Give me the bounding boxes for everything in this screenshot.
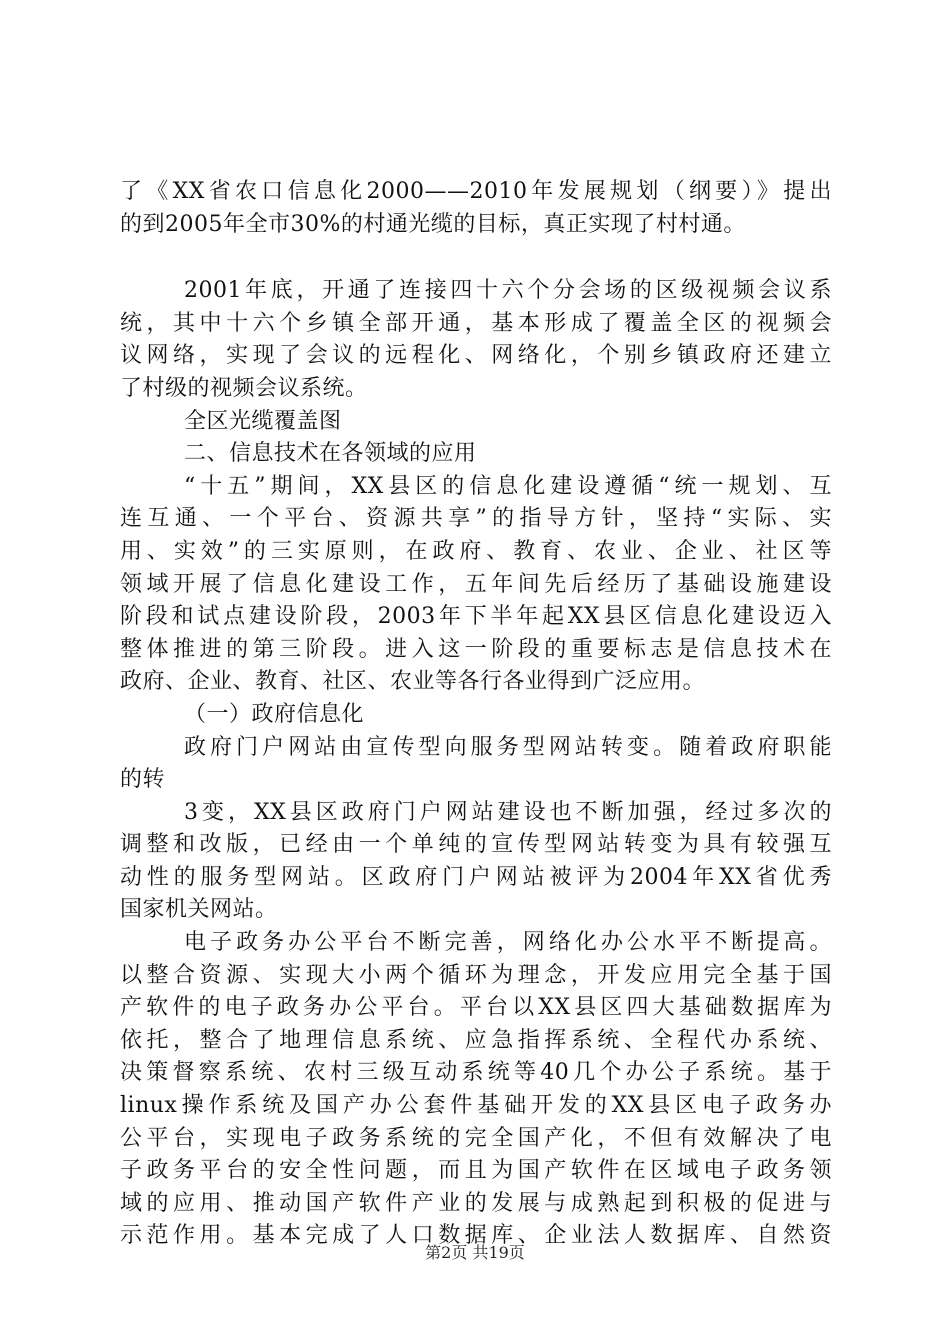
text-line: 子政务平台的安全性问题，而且为国产软件在区域电子政务领 <box>120 1158 832 1184</box>
text-line: 公平台，实现电子政务系统的完全国产化，不但有效解决了电 <box>120 1125 832 1151</box>
text-line: 调整和改版，已经由一个单纯的宣传型网站转变为具有较强互 <box>120 832 832 858</box>
paragraph-block-1 <box>120 176 832 241</box>
text-line: 连互通、一个平台、资源共享”的指导方针，坚持“实际、实 <box>120 506 832 532</box>
page-number-footer: 第2页 共19页 <box>425 1243 525 1262</box>
text-line: 示范作用。基本完成了人口数据库、企业法人数据库、自然资 <box>120 1223 832 1249</box>
text-line: 政府、企业、教育、社区、农业等各行各业得到广泛应用。 <box>120 669 706 695</box>
text-line: 动性的服务型网站。区政府门户网站被评为2004年XX省优秀 <box>120 864 832 890</box>
text-line: 议网络，实现了会议的远程化、网络化，个别乡镇政府还建立 <box>120 343 832 369</box>
text-line: 依托，整合了地理信息系统、应急指挥系统、全程代办系统、 <box>120 1027 832 1053</box>
figure-caption: 全区光缆覆盖图 <box>184 408 342 434</box>
text-line: 产软件的电子政务办公平台。平台以XX县区四大基础数据库为 <box>120 995 832 1021</box>
text-line: linux操作系统及国产办公套件基础开发的XX县区电子政务办 <box>120 1093 832 1119</box>
page-body <box>120 176 832 1253</box>
text-line: 决策督察系统、农村三级互动系统等40几个办公子系统。基于 <box>120 1060 832 1086</box>
text-line: 国家机关网站。 <box>120 897 278 923</box>
paragraph-start-line: 电子政务办公平台不断完善，网络化办公水平不断提高。 <box>184 930 832 956</box>
text-line: 了《XX省农口信息化2000——2010年发展规划（纲要）》提出 <box>120 179 832 204</box>
paragraph-start-line: “十五”期间，XX县区的信息化建设遵循“统一规划、互 <box>184 473 832 499</box>
paragraph-start-line: 3变，XX县区政府门户网站建设也不断加强，经过多次的 <box>184 799 832 825</box>
text-line: 阶段和试点建设阶段，2003年下半年起XX县区信息化建设迈入 <box>120 604 832 630</box>
paragraph-start-line: 2001年底，开通了连接四十六个分会场的区级视频会议系 <box>184 278 832 304</box>
section-heading: 二、信息技术在各领域的应用 <box>184 441 477 467</box>
text-line: 领域开展了信息化建设工作，五年间先后经历了基础设施建设 <box>120 571 832 597</box>
text-line: 以整合资源、实现大小两个循环为理念，开发应用完全基于国 <box>120 962 832 988</box>
text-line: 域的应用、推动国产软件产业的发展与成熟起到积极的促进与 <box>120 1190 832 1216</box>
paragraph-start-line: 政府门户网站由宣传型向服务型网站转变。随着政府职能 <box>184 734 832 760</box>
text-line: 统，其中十六个乡镇全部开通，基本形成了覆盖全区的视频会 <box>120 310 832 336</box>
text-line: 整体推进的第三阶段。进入这一阶段的重要标志是信息技术在 <box>120 636 832 662</box>
subsection-heading: （一）政府信息化 <box>184 701 365 727</box>
paragraph-block-2 <box>120 275 832 1253</box>
paragraph-gap <box>120 241 832 275</box>
text-line: 的到2005年全市30%的村通光缆的目标，真正实现了村村通。 <box>120 211 746 237</box>
text-line: 了村级的视频会议系统。 <box>120 375 368 401</box>
text-line: 用、实效”的三实原则，在政府、教育、农业、企业、社区等 <box>120 538 832 564</box>
text-line: 的转 <box>120 767 166 793</box>
